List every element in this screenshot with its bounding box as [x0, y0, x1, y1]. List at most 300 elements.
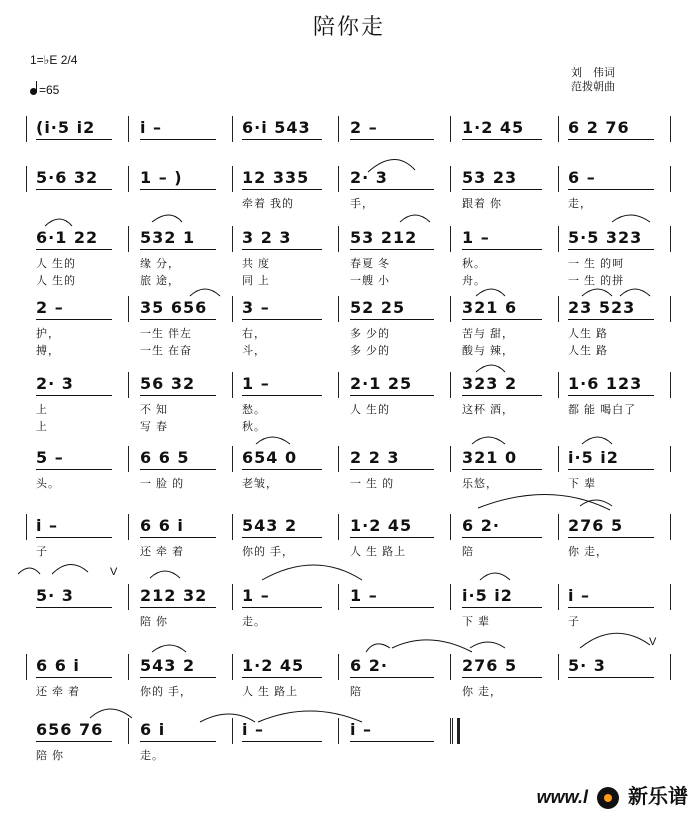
bar-line: [232, 116, 233, 142]
beam-line: [568, 139, 654, 140]
song-title: 陪你走: [312, 15, 385, 40]
bar-line: [338, 514, 339, 540]
lyric-verse-1: 陪 你: [140, 616, 169, 628]
measure-notes: 6 6 5: [140, 448, 190, 467]
beam-line: [36, 537, 112, 538]
beam-line: [140, 189, 216, 190]
beam-line: [350, 741, 434, 742]
lyric-verse-1: 乐悠，: [462, 478, 498, 490]
lyric-verse-2: 一艘 小: [350, 275, 391, 287]
measure: [134, 650, 234, 710]
measure: [236, 714, 340, 774]
measure-notes: 2·1 25: [350, 374, 413, 393]
measure: [134, 162, 234, 222]
bar-line: [128, 296, 129, 322]
lyric-verse-1: 你 走，: [462, 686, 503, 698]
beam-line: [36, 469, 112, 470]
measure-notes: 1·2 45: [462, 118, 525, 137]
lyric-verse-1: 还 牵 着: [140, 546, 185, 558]
bar-line: [558, 296, 559, 322]
lyric-verse-2: 一生 在奋: [140, 345, 193, 357]
measure: [236, 510, 340, 570]
beam-line: [350, 249, 434, 250]
measure-notes: 1 –: [462, 228, 490, 247]
measure-notes: 2 –: [36, 298, 64, 317]
bar-line: [450, 584, 451, 610]
lyric-verse-1: 你的 手，: [242, 546, 295, 558]
bar-line: [128, 514, 129, 540]
lyric-verse-1: 一 生 的: [350, 478, 395, 490]
beam-line: [350, 319, 434, 320]
measure: [344, 222, 452, 287]
bar-line: [232, 718, 233, 744]
measure-notes: 5· 3: [36, 586, 74, 605]
lyric-verse-2: 上: [36, 421, 48, 433]
final-bar-line: [452, 718, 460, 744]
measure-notes: 6 2 76: [568, 118, 630, 137]
score-line: [0, 162, 698, 222]
measure-notes: i –: [350, 720, 373, 739]
bar-line: [338, 718, 339, 744]
measure-notes: 5·6 32: [36, 168, 99, 187]
measure: [456, 162, 560, 222]
lyric-verse-1: 一生 伴左: [140, 328, 193, 340]
credits: [571, 66, 615, 94]
beam-line: [350, 139, 434, 140]
measure-notes: 2 2 3: [350, 448, 400, 467]
lyric-verse-2: 写 春: [140, 421, 169, 433]
beam-line: [36, 741, 112, 742]
lyric-verse-1: 护，: [36, 328, 60, 340]
beam-line: [140, 537, 216, 538]
measure-notes: 6·1 22: [36, 228, 99, 247]
lyric-verse-1: 一 脸 的: [140, 478, 185, 490]
measure-notes: 5·5 323: [568, 228, 643, 247]
measure: [134, 442, 234, 502]
beam-line: [36, 249, 112, 250]
measure-notes: 6 –: [568, 168, 596, 187]
measure-notes: 52 25: [350, 298, 406, 317]
measure-notes: 3 2 3: [242, 228, 292, 247]
bar-line: [26, 514, 27, 540]
beam-line: [140, 249, 216, 250]
beam-line: [36, 395, 112, 396]
bar-line: [128, 372, 129, 398]
bar-line: [558, 116, 559, 142]
measure: [456, 368, 560, 428]
beam-line: [140, 395, 216, 396]
breath-mark-1: V: [110, 566, 118, 578]
measure-notes: 6 6 i: [36, 656, 80, 675]
lyric-verse-1: 老皱，: [242, 478, 278, 490]
measure-notes: 2· 3: [350, 168, 388, 187]
lyric-verse-1: 秋。: [462, 258, 486, 270]
bar-line: [338, 166, 339, 192]
measure: [456, 650, 560, 710]
composer-credit: 范拨朝曲: [571, 81, 615, 93]
bar-line: [26, 116, 27, 142]
measure-notes: i·5 i2: [462, 586, 513, 605]
lyric-verse-1: 苦与 甜，: [462, 328, 515, 340]
bar-line: [450, 446, 451, 472]
measure: [236, 368, 340, 433]
bar-line: [670, 446, 671, 472]
score-line: [0, 510, 698, 570]
measure-notes: 1 – ): [140, 168, 183, 187]
lyric-verse-2: 斗，: [242, 345, 266, 357]
lyric-verse-1: 你的 手，: [140, 686, 193, 698]
lyric-verse-1: 走。: [140, 750, 164, 762]
bar-line: [338, 296, 339, 322]
measure-notes: 1 –: [350, 586, 378, 605]
beam-line: [242, 607, 322, 608]
beam-line: [568, 249, 654, 250]
measure: [562, 442, 672, 502]
bar-line: [26, 654, 27, 680]
lyric-verse-2: 同 上: [242, 275, 271, 287]
lyric-verse-1: 多 少的: [350, 328, 391, 340]
lyric-verse-1: 你 走，: [568, 546, 609, 558]
measure-notes: i –: [242, 720, 265, 739]
measure-notes: i –: [140, 118, 163, 137]
beam-line: [350, 189, 434, 190]
measure-notes: 543 2: [242, 516, 298, 535]
lyric-verse-1: 下 辈: [462, 616, 491, 628]
measure-notes: 543 2: [140, 656, 196, 675]
score-line: [0, 442, 698, 502]
bar-line: [338, 116, 339, 142]
lyric-verse-1: 子: [568, 616, 580, 628]
key-signature-text: 1=♭E: [30, 53, 58, 67]
bar-line: [26, 166, 27, 192]
beam-line: [568, 677, 654, 678]
measure-notes: 23 523: [568, 298, 636, 317]
measure: [134, 714, 234, 774]
lyric-verse-1: 人 生 路上: [242, 686, 299, 698]
bar-line: [450, 116, 451, 142]
measure: [344, 292, 452, 357]
bar-line: [670, 584, 671, 610]
bar-line: [338, 654, 339, 680]
measure: [30, 580, 130, 640]
beam-line: [242, 319, 322, 320]
measure: [562, 368, 672, 428]
measure: [562, 222, 672, 287]
bar-line: [338, 446, 339, 472]
beam-line: [462, 677, 542, 678]
lyric-verse-1: 人 生的: [350, 404, 391, 416]
time-signature: 2/4: [60, 53, 78, 67]
score-line: [0, 714, 698, 774]
beam-line: [140, 677, 216, 678]
measure: [456, 510, 560, 570]
measure: [344, 650, 452, 710]
measure-notes: 656 76: [36, 720, 104, 739]
measure: [236, 442, 340, 502]
measure-notes: 1 –: [242, 586, 270, 605]
key-signature: [30, 52, 77, 68]
beam-line: [242, 469, 322, 470]
bar-line: [128, 116, 129, 142]
measure-notes: 6·i 543: [242, 118, 311, 137]
measure: [562, 292, 672, 357]
measure: [30, 162, 130, 222]
beam-line: [140, 607, 216, 608]
measure-notes: 12 335: [242, 168, 310, 187]
quarter-note-icon: [30, 88, 37, 95]
bar-line: [450, 514, 451, 540]
measure-notes: 212 32: [140, 586, 208, 605]
beam-line: [462, 469, 542, 470]
bar-line: [338, 226, 339, 252]
measure-notes: 6 6 i: [140, 516, 184, 535]
beam-line: [568, 607, 654, 608]
lyric-verse-1: 手，: [350, 198, 374, 210]
bar-line: [558, 446, 559, 472]
beam-line: [140, 741, 216, 742]
beam-line: [242, 677, 322, 678]
measure-notes: 35 656: [140, 298, 208, 317]
measure: [456, 292, 560, 357]
lyric-verse-1: 陪: [350, 686, 362, 698]
lyric-verse-2: 酸与 辣，: [462, 345, 515, 357]
measure: [134, 368, 234, 433]
measure: [344, 162, 452, 222]
watermark-url: www.l: [536, 787, 588, 807]
measure-notes: 321 6: [462, 298, 518, 317]
beam-line: [350, 395, 434, 396]
beam-line: [350, 607, 434, 608]
score-line: [0, 580, 698, 640]
measure: [344, 368, 452, 428]
bar-line: [338, 584, 339, 610]
bar-line: [450, 226, 451, 252]
beam-line: [242, 189, 322, 190]
beam-line: [350, 537, 434, 538]
lyric-verse-1: 缘 分，: [140, 258, 181, 270]
measure-notes: 2 –: [350, 118, 378, 137]
beam-line: [350, 469, 434, 470]
beam-line: [140, 139, 216, 140]
lyric-verse-2: 多 少的: [350, 345, 391, 357]
bar-line: [450, 718, 451, 744]
measure: [236, 292, 340, 357]
lyric-verse-1: 跟着 你: [462, 198, 503, 210]
lyric-verse-1: 上: [36, 404, 48, 416]
measure-notes: i –: [36, 516, 59, 535]
lyric-verse-1: 走，: [568, 198, 592, 210]
lyric-verse-2: 一 生 的拼: [568, 275, 625, 287]
lyric-verse-1: 牵着 我的: [242, 198, 295, 210]
bar-line: [670, 514, 671, 540]
measure-notes: (i·5 i2: [36, 118, 96, 137]
bar-line: [128, 654, 129, 680]
measure-notes: 56 32: [140, 374, 196, 393]
measure-notes: 3 –: [242, 298, 270, 317]
lyric-verse-1: 这杯 酒，: [462, 404, 515, 416]
lyric-verse-1: 人生 路: [568, 328, 609, 340]
lyric-verse-1: 愁。: [242, 404, 266, 416]
lyric-verse-1: 人 生的: [36, 258, 77, 270]
measure: [236, 222, 340, 287]
measure-notes: 6 2·: [350, 656, 388, 675]
measure-notes: 53 212: [350, 228, 418, 247]
measure-notes: 1·6 123: [568, 374, 643, 393]
tempo-marking: [30, 83, 59, 97]
lyric-verse-1: 人 生 路上: [350, 546, 407, 558]
beam-line: [140, 469, 216, 470]
beam-line: [36, 189, 112, 190]
score-line: [0, 650, 698, 710]
lyric-verse-1: 走。: [242, 616, 266, 628]
bar-line: [232, 372, 233, 398]
measure-notes: 276 5: [568, 516, 624, 535]
measure-notes: 6 i: [140, 720, 166, 739]
measure: [134, 510, 234, 570]
measure-notes: i·5 i2: [568, 448, 619, 467]
bar-line: [128, 584, 129, 610]
bar-line: [232, 296, 233, 322]
bar-line: [558, 372, 559, 398]
bar-line: [558, 514, 559, 540]
score-line: [0, 368, 698, 433]
beam-line: [242, 537, 322, 538]
bar-line: [232, 514, 233, 540]
lyric-verse-2: 人 生的: [36, 275, 77, 287]
measure-notes: 1·2 45: [350, 516, 413, 535]
bar-line: [670, 296, 671, 322]
score-line: [0, 292, 698, 357]
beam-line: [242, 139, 322, 140]
measure-notes: i –: [568, 586, 591, 605]
lyric-verse-1: 不 知: [140, 404, 169, 416]
beam-line: [242, 741, 322, 742]
bar-line: [670, 226, 671, 252]
bar-line: [232, 446, 233, 472]
measure: [456, 222, 560, 287]
bar-line: [128, 226, 129, 252]
bar-line: [450, 296, 451, 322]
bar-line: [338, 372, 339, 398]
lyric-verse-1: 春夏 冬: [350, 258, 391, 270]
beam-line: [462, 319, 542, 320]
beam-line: [140, 319, 216, 320]
lyric-verse-1: 还 牵 着: [36, 686, 81, 698]
lyric-verse-1: 都 能 喝白了: [568, 404, 637, 416]
measure-notes: 5· 3: [568, 656, 606, 675]
measure: [344, 714, 452, 774]
lyric-verse-1: 一 生 的呵: [568, 258, 625, 270]
bar-line: [670, 116, 671, 142]
measure: [30, 714, 130, 774]
bar-line: [232, 584, 233, 610]
bar-line: [558, 226, 559, 252]
beam-line: [462, 607, 542, 608]
bar-line: [670, 166, 671, 192]
measure-notes: 654 0: [242, 448, 298, 467]
bar-line: [128, 446, 129, 472]
measure: [30, 292, 130, 357]
measure: [30, 650, 130, 710]
watermark: [537, 780, 688, 809]
measure-notes: 5 –: [36, 448, 64, 467]
measure: [344, 580, 452, 640]
beam-line: [462, 139, 542, 140]
measure-notes: 323 2: [462, 374, 518, 393]
beam-line: [462, 395, 542, 396]
beam-line: [36, 319, 112, 320]
lyric-verse-2: 旅 途，: [140, 275, 181, 287]
tempo-value: =65: [39, 83, 60, 97]
beam-line: [242, 395, 322, 396]
measure-notes: 1·2 45: [242, 656, 305, 675]
bar-line: [128, 166, 129, 192]
bar-line: [558, 654, 559, 680]
measure: [134, 580, 234, 640]
bar-line: [670, 372, 671, 398]
lyric-verse-1: 子: [36, 546, 48, 558]
bar-line: [450, 654, 451, 680]
breath-mark-2: V: [649, 636, 657, 648]
measure: [30, 368, 130, 433]
measure: [562, 162, 672, 222]
watermark-brand: 新乐谱: [628, 786, 688, 808]
beam-line: [568, 189, 654, 190]
measure: [344, 442, 452, 502]
lyricist-credit: 刘 伟词: [571, 67, 615, 79]
beam-line: [462, 537, 542, 538]
lyric-verse-1: 共 度: [242, 258, 271, 270]
measure: [562, 510, 672, 570]
beam-line: [350, 677, 434, 678]
bar-line: [232, 226, 233, 252]
beam-line: [36, 139, 112, 140]
lyric-verse-1: 陪: [462, 546, 474, 558]
measure: [30, 442, 130, 502]
beam-line: [36, 677, 112, 678]
lyric-verse-2: 搏，: [36, 345, 60, 357]
lyric-verse-1: 下 辈: [568, 478, 597, 490]
measure: [30, 510, 130, 570]
measure: [134, 292, 234, 357]
bar-line: [450, 166, 451, 192]
beam-line: [568, 469, 654, 470]
bar-line: [232, 166, 233, 192]
measure: [134, 222, 234, 287]
measure: [236, 162, 340, 222]
measure-notes: 276 5: [462, 656, 518, 675]
beam-line: [568, 395, 654, 396]
beam-line: [36, 607, 112, 608]
measure-notes: 6 2·: [462, 516, 500, 535]
lyric-verse-1: 陪 你: [36, 750, 65, 762]
measure: [456, 580, 560, 640]
measure: [344, 510, 452, 570]
beam-line: [242, 249, 322, 250]
bar-line: [558, 584, 559, 610]
beam-line: [462, 249, 542, 250]
lyric-verse-2: 秋。: [242, 421, 266, 433]
measure-notes: 321 0: [462, 448, 518, 467]
bar-line: [128, 718, 129, 744]
vinyl-logo-icon: [597, 787, 619, 809]
measure-notes: 53 23: [462, 168, 518, 187]
measure-notes: 1 –: [242, 374, 270, 393]
score-line: [0, 222, 698, 287]
measure: [30, 222, 130, 287]
measure-notes: 2· 3: [36, 374, 74, 393]
bar-line: [450, 372, 451, 398]
